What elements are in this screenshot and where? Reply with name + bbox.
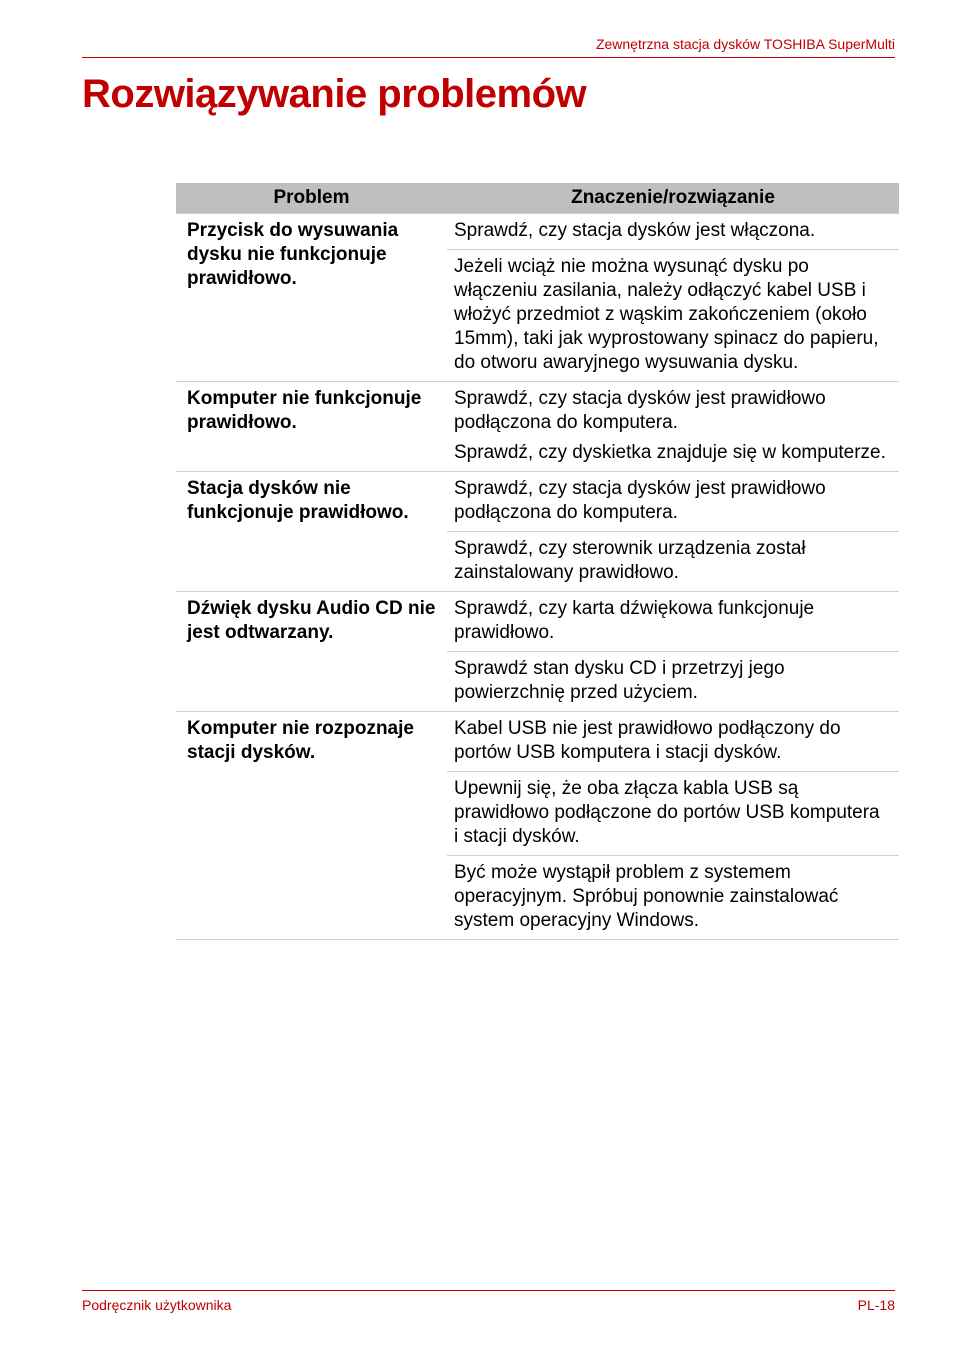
troubleshooting-table (176, 183, 899, 940)
problem-cell: Dźwięk dysku Audio CD nie jest odtwarzany. (176, 592, 447, 712)
solution-text: Być może wystąpił problem z systemem operacyjnym. Spróbuj ponownie zainstalować system operacyjny Windows. (454, 862, 839, 931)
solution-text: Sprawdź, czy stacja dysków jest włączona. (454, 220, 816, 241)
solution-cell (447, 772, 899, 856)
solution-cell (447, 856, 899, 940)
solution-text: Sprawdź, czy stacja dysków jest prawidłowo podłączona do komputera. (454, 388, 826, 433)
problem-cell: Stacja dysków nie funkcjonuje prawidłowo. (176, 472, 447, 592)
page-number: PL-18 (857, 1297, 895, 1313)
solution-cell (447, 592, 899, 652)
solution-text: Sprawdź, czy dyskietka znajduje się w komputerze. (454, 442, 886, 463)
column-header-solution: Znaczenie/rozwiązanie (447, 183, 899, 214)
table-header-row (176, 183, 899, 214)
header-rule (82, 57, 895, 58)
table-row (176, 214, 899, 250)
table-body (176, 214, 899, 940)
solution-cell (447, 652, 899, 712)
solution-cell (447, 382, 899, 472)
solution-cell (447, 214, 899, 250)
problem-cell: Przycisk do wysuwania dysku nie funkcjonuje prawidłowo. (176, 214, 447, 382)
solution-text: Sprawdź, czy karta dźwiękowa funkcjonuje prawidłowo. (454, 598, 815, 643)
table-row (176, 472, 899, 532)
column-header-problem: Problem (176, 183, 447, 214)
footer-rule (82, 1290, 895, 1291)
solution-text: Upewnij się, że oba złącza kabla USB są prawidłowo podłączone do portów USB komputera i stacji dysków. (454, 778, 880, 847)
footer-manual-name: Podręcznik użytkownika (82, 1297, 232, 1313)
table-row (176, 712, 899, 772)
solution-cell (447, 712, 899, 772)
problem-cell: Komputer nie rozpoznaje stacji dysków. (176, 712, 447, 940)
solution-text: Sprawdź stan dysku CD i przetrzyj jego powierzchnię przed użyciem. (454, 658, 785, 703)
solution-cell (447, 472, 899, 532)
solution-text: Kabel USB nie jest prawidłowo podłączony do portów USB komputera i stacji dysków. (454, 718, 841, 763)
table-row (176, 592, 899, 652)
solution-cell (447, 250, 899, 382)
solution-text: Sprawdź, czy stacja dysków jest prawidłowo podłączona do komputera. (454, 478, 826, 523)
running-header: Zewnętrzna stacja dysków TOSHIBA SuperMulti (595, 36, 895, 52)
page-title: Rozwiązywanie problemów (82, 72, 587, 116)
table-row (176, 382, 899, 472)
solution-text: Sprawdź, czy sterownik urządzenia został zainstalowany prawidłowo. (454, 538, 806, 583)
solution-cell (447, 532, 899, 592)
solution-text: Jeżeli wciąż nie można wysunąć dysku po włączeniu zasilania, należy odłączyć kabel USB i włożyć przedmiot z wąskim zakończeniem (około 15mm), taki jak wyprostowany spinacz do papieru, do otworu awaryjnego wysuwania dysku. (454, 256, 879, 373)
problem-cell: Komputer nie funkcjonuje prawidłowo. (176, 382, 447, 472)
